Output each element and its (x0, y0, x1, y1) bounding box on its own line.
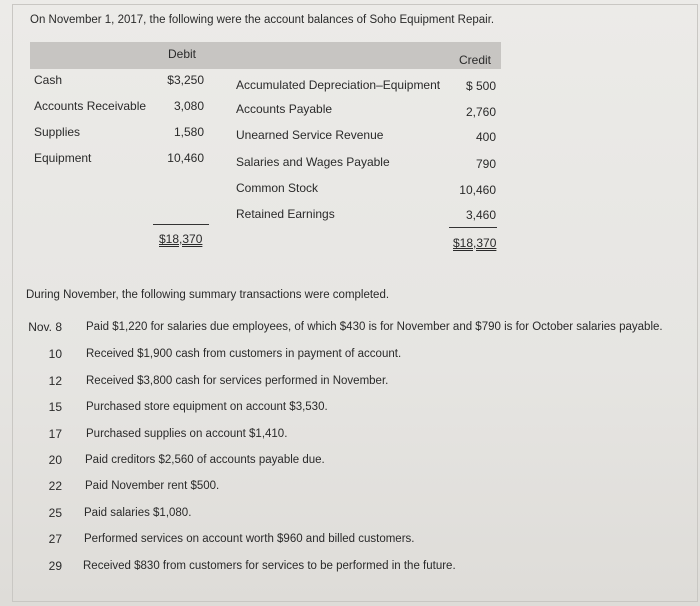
transaction-text: Received $1,900 cash from customers in payment of account. (86, 348, 402, 360)
transaction-text: Received $3,800 cash for services performed in November. (86, 375, 389, 387)
transaction-date: 20 (48, 453, 62, 467)
transaction-text: Paid salaries $1,080. (84, 507, 192, 519)
credit-account-name: Salaries and Wages Payable (236, 155, 390, 169)
credit-account-amount: $ 500 (465, 79, 496, 93)
credit-account-name: Accounts Payable (236, 102, 333, 116)
debit-account-amount: $3,250 (167, 73, 204, 87)
debit-header: Debit (168, 47, 197, 61)
credit-total: $18,370 (453, 236, 497, 250)
credit-header: Credit (459, 53, 492, 67)
credit-account-amount: 790 (475, 157, 496, 171)
transactions-intro: During November, the following summary transactions were completed. (26, 289, 390, 301)
credit-account-name: Unearned Service Revenue (236, 128, 384, 142)
transaction-date: 27 (48, 532, 62, 546)
transaction-date: 17 (48, 427, 62, 441)
transaction-date: 15 (48, 400, 62, 414)
debit-total-rule (153, 224, 209, 225)
debit-account-name: Supplies (34, 125, 81, 139)
credit-account-name: Common Stock (236, 181, 319, 195)
debit-account-amount: 1,580 (173, 125, 204, 139)
transaction-date: 12 (48, 374, 62, 388)
transaction-date: 29 (48, 559, 62, 573)
debit-total: $18,370 (159, 232, 203, 246)
transaction-date: Nov. 8 (28, 320, 62, 334)
debit-account-amount: 10,460 (167, 151, 204, 165)
table-header-band (30, 42, 501, 69)
credit-account-name: Accumulated Depreciation–Equipment (236, 78, 441, 92)
debit-account-name: Cash (34, 73, 63, 87)
credit-account-amount: 3,460 (465, 208, 496, 222)
credit-total-rule (449, 227, 497, 228)
transaction-date: 25 (48, 506, 62, 520)
transaction-text: Paid $1,220 for salaries due employees, of which $430 is for November and $790 is for October salaries payable. (86, 321, 663, 333)
transaction-date: 22 (48, 479, 62, 493)
credit-account-amount: 2,760 (465, 105, 496, 119)
credit-account-amount: 400 (475, 130, 496, 144)
intro-text: On November 1, 2017, the following were the account balances of Soho Equipment Repair. (30, 14, 495, 26)
transaction-text: Paid November rent $500. (85, 480, 220, 492)
debit-account-amount: 3,080 (173, 99, 204, 113)
credit-account-name: Retained Earnings (236, 207, 335, 221)
transaction-text: Paid creditors $2,560 of accounts payable due. (85, 454, 325, 466)
transaction-text: Purchased supplies on account $1,410. (86, 428, 288, 440)
transaction-text: Purchased store equipment on account $3,530. (86, 401, 328, 413)
debit-account-name: Accounts Receivable (34, 99, 147, 113)
credit-account-amount: 10,460 (459, 183, 496, 197)
transaction-date: 10 (48, 347, 62, 361)
debit-account-name: Equipment (34, 151, 92, 165)
transaction-text: Performed services on account worth $960 and billed customers. (84, 533, 415, 545)
transaction-text: Received $830 from customers for services to be performed in the future. (83, 560, 456, 572)
